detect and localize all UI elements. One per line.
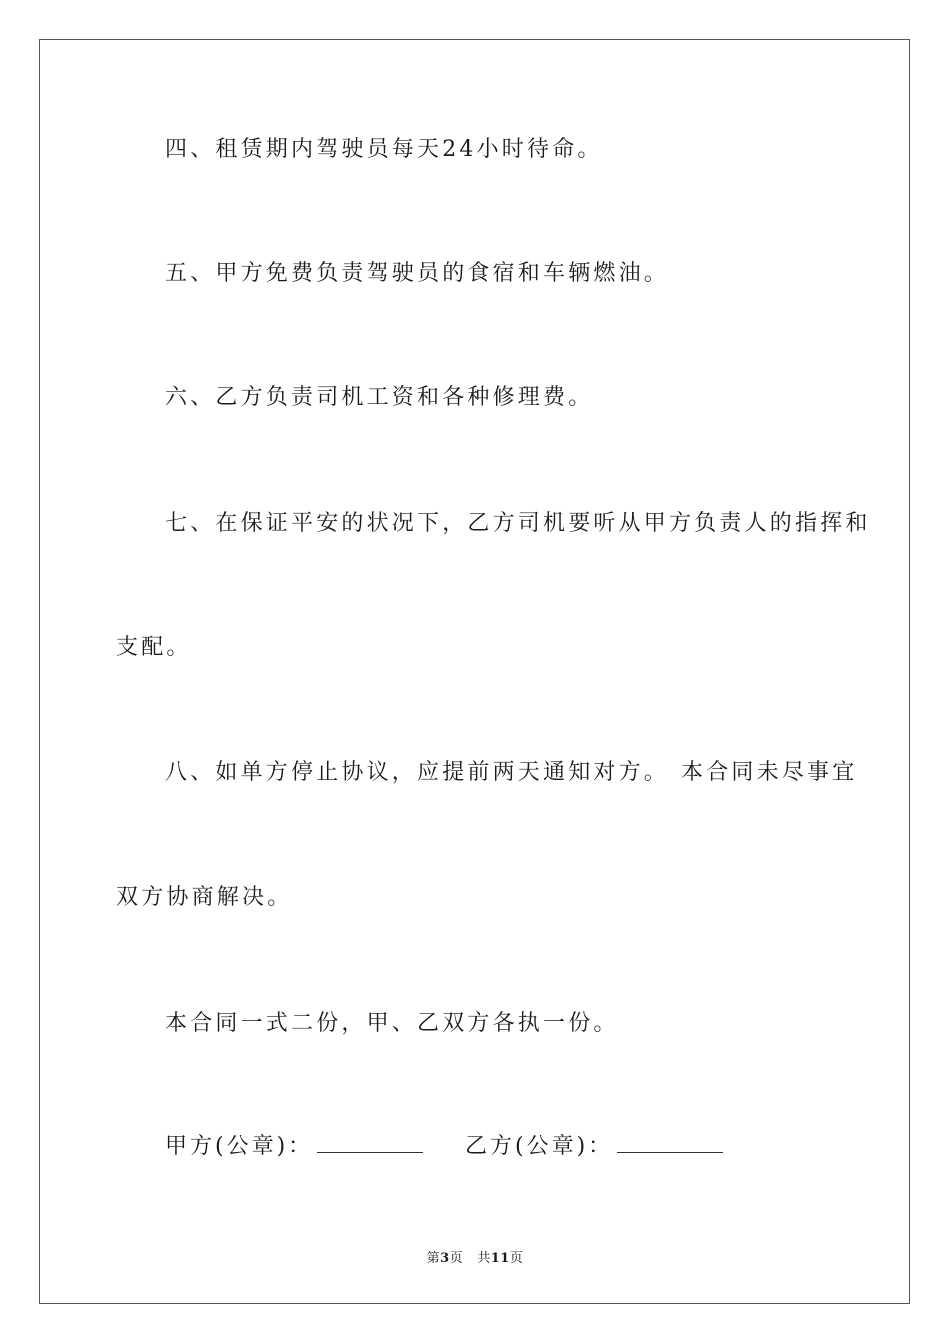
paragraph-item-6: 六、乙方负责司机工资和各种修理费。	[165, 385, 594, 410]
paragraph-item-7-line-1: 七、在保证平安的状况下，乙方司机要听从甲方负责人的指挥和	[165, 511, 871, 536]
paragraph-item-5: 五、甲方免费负责驾驶员的食宿和车辆燃油。	[165, 261, 670, 286]
total-prefix: 共	[477, 1251, 491, 1266]
paragraph-item-8-line-2: 双方协商解决。	[116, 885, 293, 910]
party-b-signature	[465, 1133, 723, 1161]
paragraph-item-8-line-1	[165, 759, 857, 787]
paragraph-item-7-line-2: 支配。	[116, 635, 192, 660]
page-border	[39, 39, 910, 1304]
party-a-signature	[165, 1133, 423, 1161]
party-a-blank	[317, 1134, 423, 1153]
paragraph-item-4: 四、租赁期内驾驶员每天24小时待命。	[165, 137, 603, 162]
party-b-label: 乙方(公章)：	[465, 1134, 614, 1159]
page-number: 3	[440, 1251, 450, 1266]
paragraph-copies: 本合同一式二份，甲、乙双方各执一份。	[165, 1011, 619, 1036]
page-prefix: 第	[426, 1251, 441, 1266]
total-suffix: 页	[509, 1251, 524, 1266]
paragraph-item-8-tail: 本合同未尽事宜	[681, 760, 858, 785]
paragraph-item-8-text: 八、如单方停止协议，应提前两天通知对方。	[165, 760, 670, 785]
page-suffix: 页	[449, 1251, 464, 1266]
page-footer	[0, 1247, 950, 1266]
party-a-label: 甲方(公章)：	[165, 1134, 314, 1159]
total-pages: 11	[490, 1251, 510, 1266]
party-b-blank	[617, 1134, 723, 1153]
